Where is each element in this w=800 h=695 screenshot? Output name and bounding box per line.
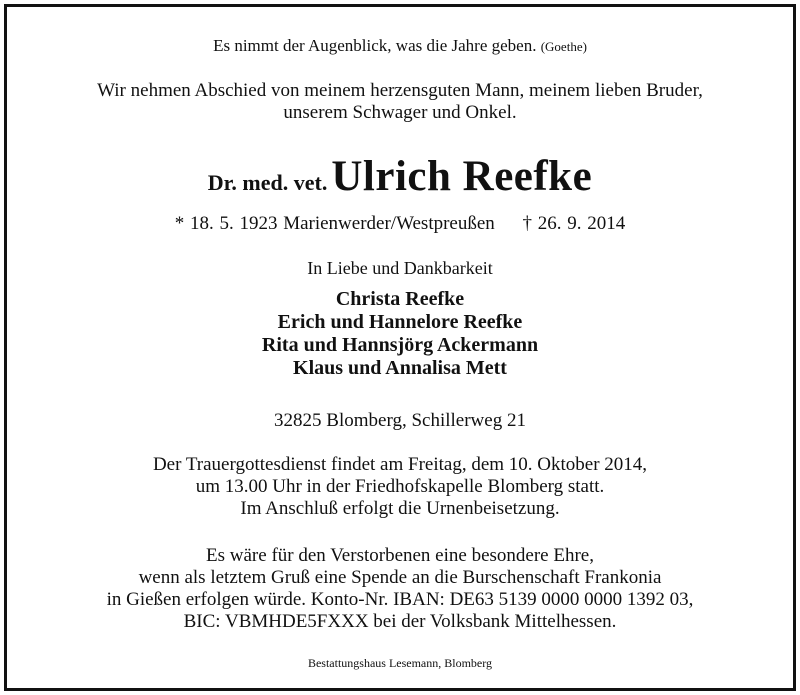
service-line: Im Anschluß erfolgt die Urnenbeisetzung. xyxy=(240,498,560,519)
service-info xyxy=(0,454,800,520)
mourner-name: Erich und Hannelore Reefke xyxy=(277,311,523,333)
mourner-name: Christa Reefke xyxy=(335,288,465,310)
farewell-line: Wir nehmen Abschied von meinem herzensguten Mann, meinem lieben Bruder, xyxy=(97,80,703,101)
motto-source: (Goethe) xyxy=(540,39,587,54)
motto-text: Es nimmt der Augenblick, was die Jahre geben. xyxy=(213,36,537,55)
donation-info xyxy=(0,545,800,633)
donation-line: Es wäre für den Verstorbenen eine besondere Ehre, xyxy=(206,545,594,566)
family-address: 32825 Blomberg, Schillerweg 21 xyxy=(274,410,526,431)
donation-line: wenn als letztem Gruß eine Spende an die Burschenschaft Frankonia xyxy=(138,567,662,588)
life-dates xyxy=(0,213,800,235)
donation-line: BIC: VBMHDE5FXXX bei der Volksbank Mittelhessen. xyxy=(183,611,617,632)
farewell-text xyxy=(0,80,800,124)
service-line: um 13.00 Uhr in der Friedhofskapelle Blomberg statt. xyxy=(195,476,605,497)
love-line: In Liebe und Dankbarkeit xyxy=(307,258,493,278)
deceased-name-line xyxy=(0,152,800,201)
mourner-name: Rita und Hannsjörg Ackermann xyxy=(261,334,539,356)
mourner-name: Klaus und Annalisa Mett xyxy=(293,357,507,379)
death-date: † 26. 9. 2014 xyxy=(522,213,626,234)
birth-date: * 18. 5. 1923 Marienwerder/Westpreußen xyxy=(174,213,495,234)
farewell-line: unserem Schwager und Onkel. xyxy=(283,102,517,123)
motto-line xyxy=(0,36,800,56)
deceased-name: Ulrich Reefke xyxy=(331,153,593,200)
undertaker-credit: Bestattungshaus Lesemann, Blomberg xyxy=(307,656,493,670)
donation-line: in Gießen erfolgen würde. Konto-Nr. IBAN: DE63 5139 0000 0000 1392 03, xyxy=(106,589,694,610)
service-line: Der Trauergottesdienst findet am Freitag, dem 10. Oktober 2014, xyxy=(152,454,648,475)
mourners-list xyxy=(0,288,800,380)
deceased-title: Dr. med. vet. xyxy=(207,170,328,195)
